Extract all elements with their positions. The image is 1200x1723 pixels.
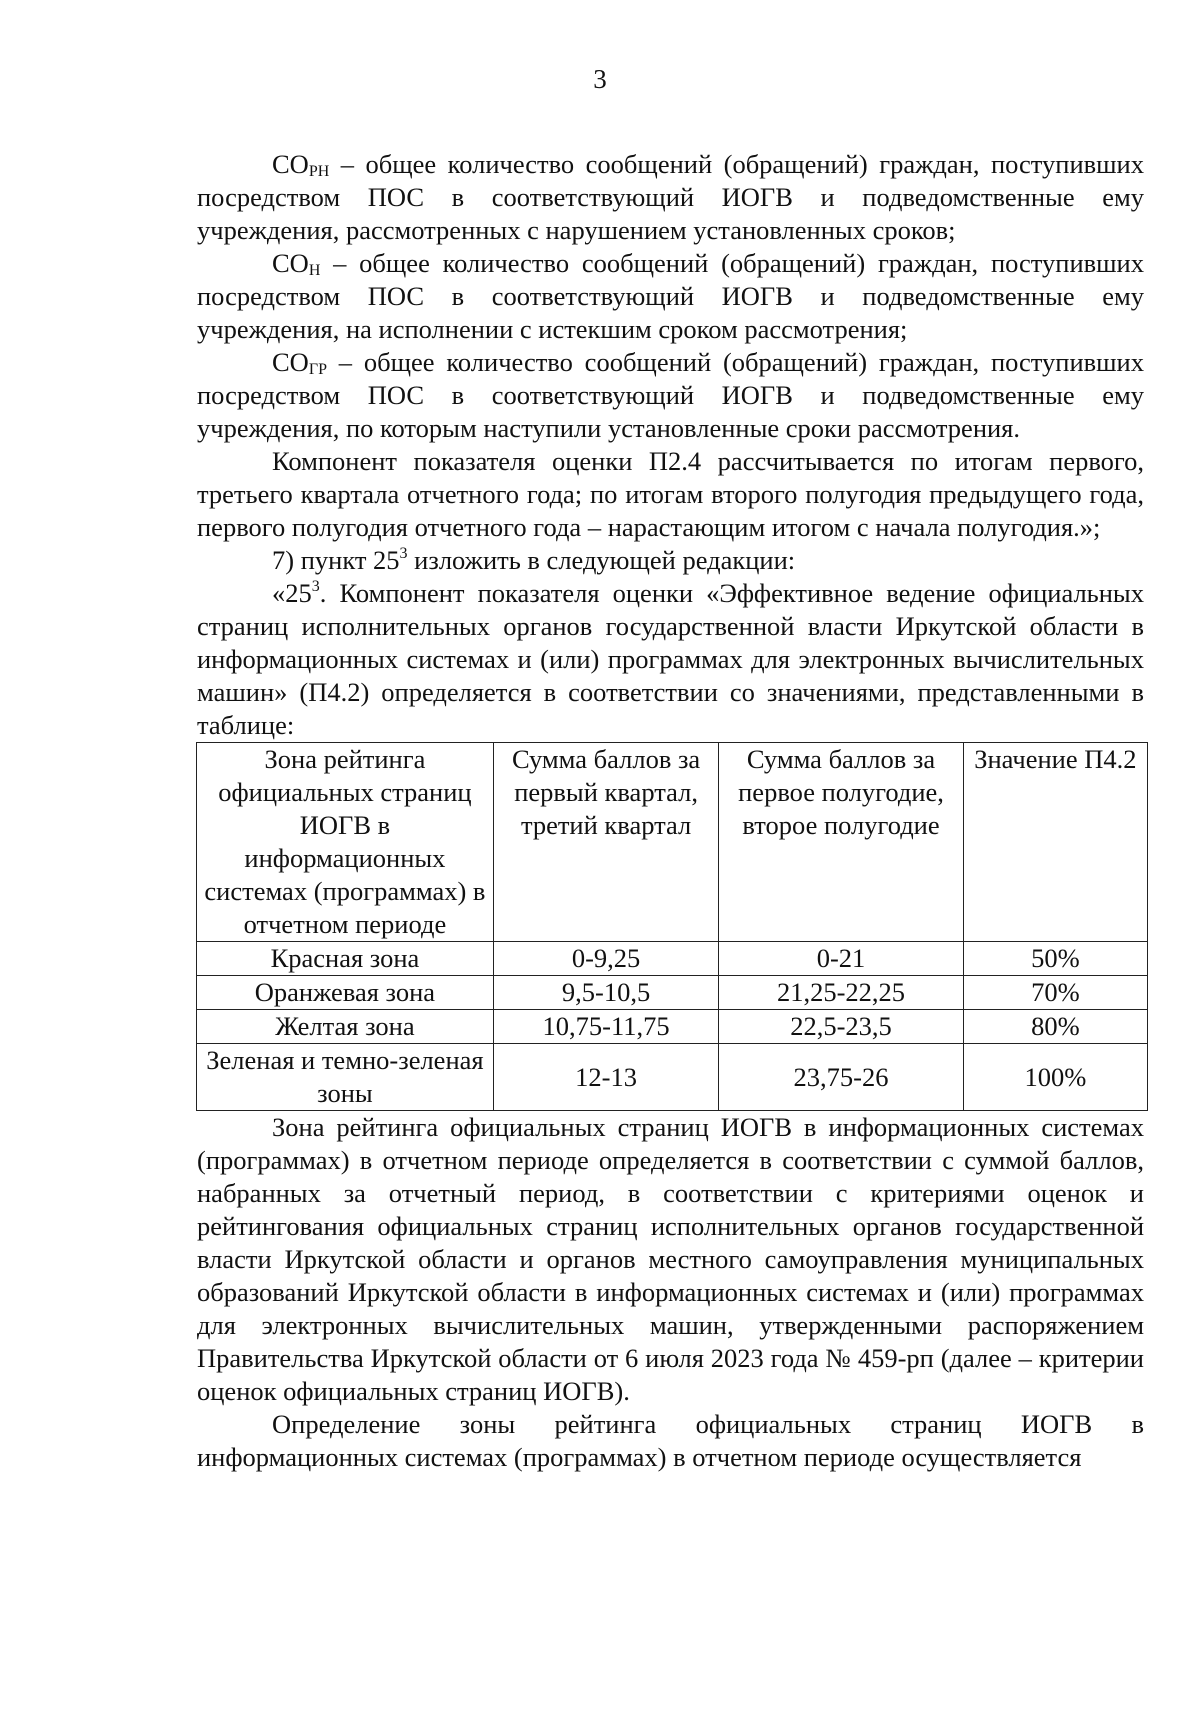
definition-co-gr: [197, 346, 1144, 445]
table-row: [197, 1044, 1148, 1111]
table-cell: Желтая зона: [197, 1010, 494, 1044]
item-7-text-end: изложить в следующей редакции:: [407, 545, 796, 575]
document-body: [197, 148, 1144, 1474]
paragraph-component-p2-4: Компонент показателя оценки П2.4 рассчитывается по итогам первого, третьего квартала отчетного года; по итогам второго полугодия предыдущего года, первого полугодия отчетного года – нарастающим итогом с начала полугодия.»;: [197, 446, 1144, 542]
table-cell: 0-9,25: [493, 942, 718, 976]
quote-text: . Компонент показателя оценки «Эффективное ведение официальных страниц исполнительных органов государственной власти Иркутской области в информационных системах и (или) программах для электронных вычислительных машин» (П4.2) определяется в соответствии со значениями, представленными в таблице:: [197, 578, 1144, 740]
table-cell: 9,5-10,5: [493, 976, 718, 1010]
definition-text: – общее количество сообщений (обращений) граждан, поступивших посредством ПОС в соответствующий ИОГВ и подведомственные ему учреждения, на исполнении с истекшим сроком рассмотрения;: [197, 248, 1144, 344]
table-cell: 80%: [963, 1010, 1147, 1044]
table-header-row: [197, 743, 1148, 942]
table-cell: 23,75-26: [719, 1044, 963, 1111]
definition-subscript: ГР: [308, 361, 327, 378]
table-header-cell: Сумма баллов за первый квартал, третий квартал: [493, 743, 718, 942]
item-7: [197, 544, 1144, 577]
quote-start: «25: [272, 578, 312, 608]
table-cell: 12-13: [493, 1044, 718, 1111]
table-cell: 0-21: [719, 942, 963, 976]
rating-table: [196, 742, 1148, 1111]
definition-subscript: Н: [308, 262, 321, 279]
table-cell: 50%: [963, 942, 1147, 976]
definition-symbol: СО: [272, 248, 309, 278]
table-row: [197, 942, 1148, 976]
item-7-superscript: 3: [399, 545, 408, 562]
table-row: [197, 976, 1148, 1010]
definition-symbol: СО: [272, 149, 309, 179]
definition-co-n: [197, 247, 1144, 346]
paragraph-zone-definition: Зона рейтинга официальных страниц ИОГВ в информационных системах (программах) в отчетном периоде определяется в соответствии с суммой баллов, набранных за отчетный период, в соответствии с критериями оценок и рейтингования официальных страниц исполнительных органов государственной власти Иркутской области и органов местного самоуправления муниципальных образований Иркутской области в информационных системах и (или) программах для электронных вычислительных машин, утвержденными распоряжением Правительства Иркутской области от 6 июля 2023 года № 459-рп (далее – критерии оценок официальных страниц ИОГВ).: [197, 1112, 1144, 1406]
table-cell: 10,75-11,75: [493, 1010, 718, 1044]
table-cell: Оранжевая зона: [197, 976, 494, 1010]
table-cell: 70%: [963, 976, 1147, 1010]
definition-text: – общее количество сообщений (обращений) граждан, поступивших посредством ПОС в соответствующий ИОГВ и подведомственные ему учреждения, рассмотренных с нарушением установленных сроков;: [197, 149, 1144, 245]
paragraph-zone-determination: Определение зоны рейтинга официальных страниц ИОГВ в информационных системах (программах) в отчетном периоде осуществляется: [197, 1409, 1144, 1472]
table-cell: 21,25-22,25: [719, 976, 963, 1010]
table-cell: Зеленая и темно-зеленая зоны: [197, 1044, 494, 1111]
definition-subscript: РН: [308, 163, 330, 180]
paragraph-25-3: [197, 577, 1144, 742]
page-number: 3: [593, 64, 607, 94]
table-header-cell: Зона рейтинга официальных страниц ИОГВ в информационных системах (программах) в отчетном периоде: [197, 743, 494, 942]
table-header-cell: Значение П4.2: [963, 743, 1147, 942]
quote-superscript: 3: [311, 578, 320, 595]
table-header-cell: Сумма баллов за первое полугодие, второе полугодие: [719, 743, 963, 942]
item-7-text: 7) пункт 25: [272, 545, 400, 575]
definition-text: – общее количество сообщений (обращений) граждан, поступивших посредством ПОС в соответствующий ИОГВ и подведомственные ему учреждения, по которым наступили установленные сроки рассмотрения.: [197, 347, 1144, 443]
definition-symbol: СО: [272, 347, 309, 377]
definition-co-rn: [197, 148, 1144, 247]
table-row: [197, 1010, 1148, 1044]
table-cell: 100%: [963, 1044, 1147, 1111]
table-cell: Красная зона: [197, 942, 494, 976]
table-cell: 22,5-23,5: [719, 1010, 963, 1044]
